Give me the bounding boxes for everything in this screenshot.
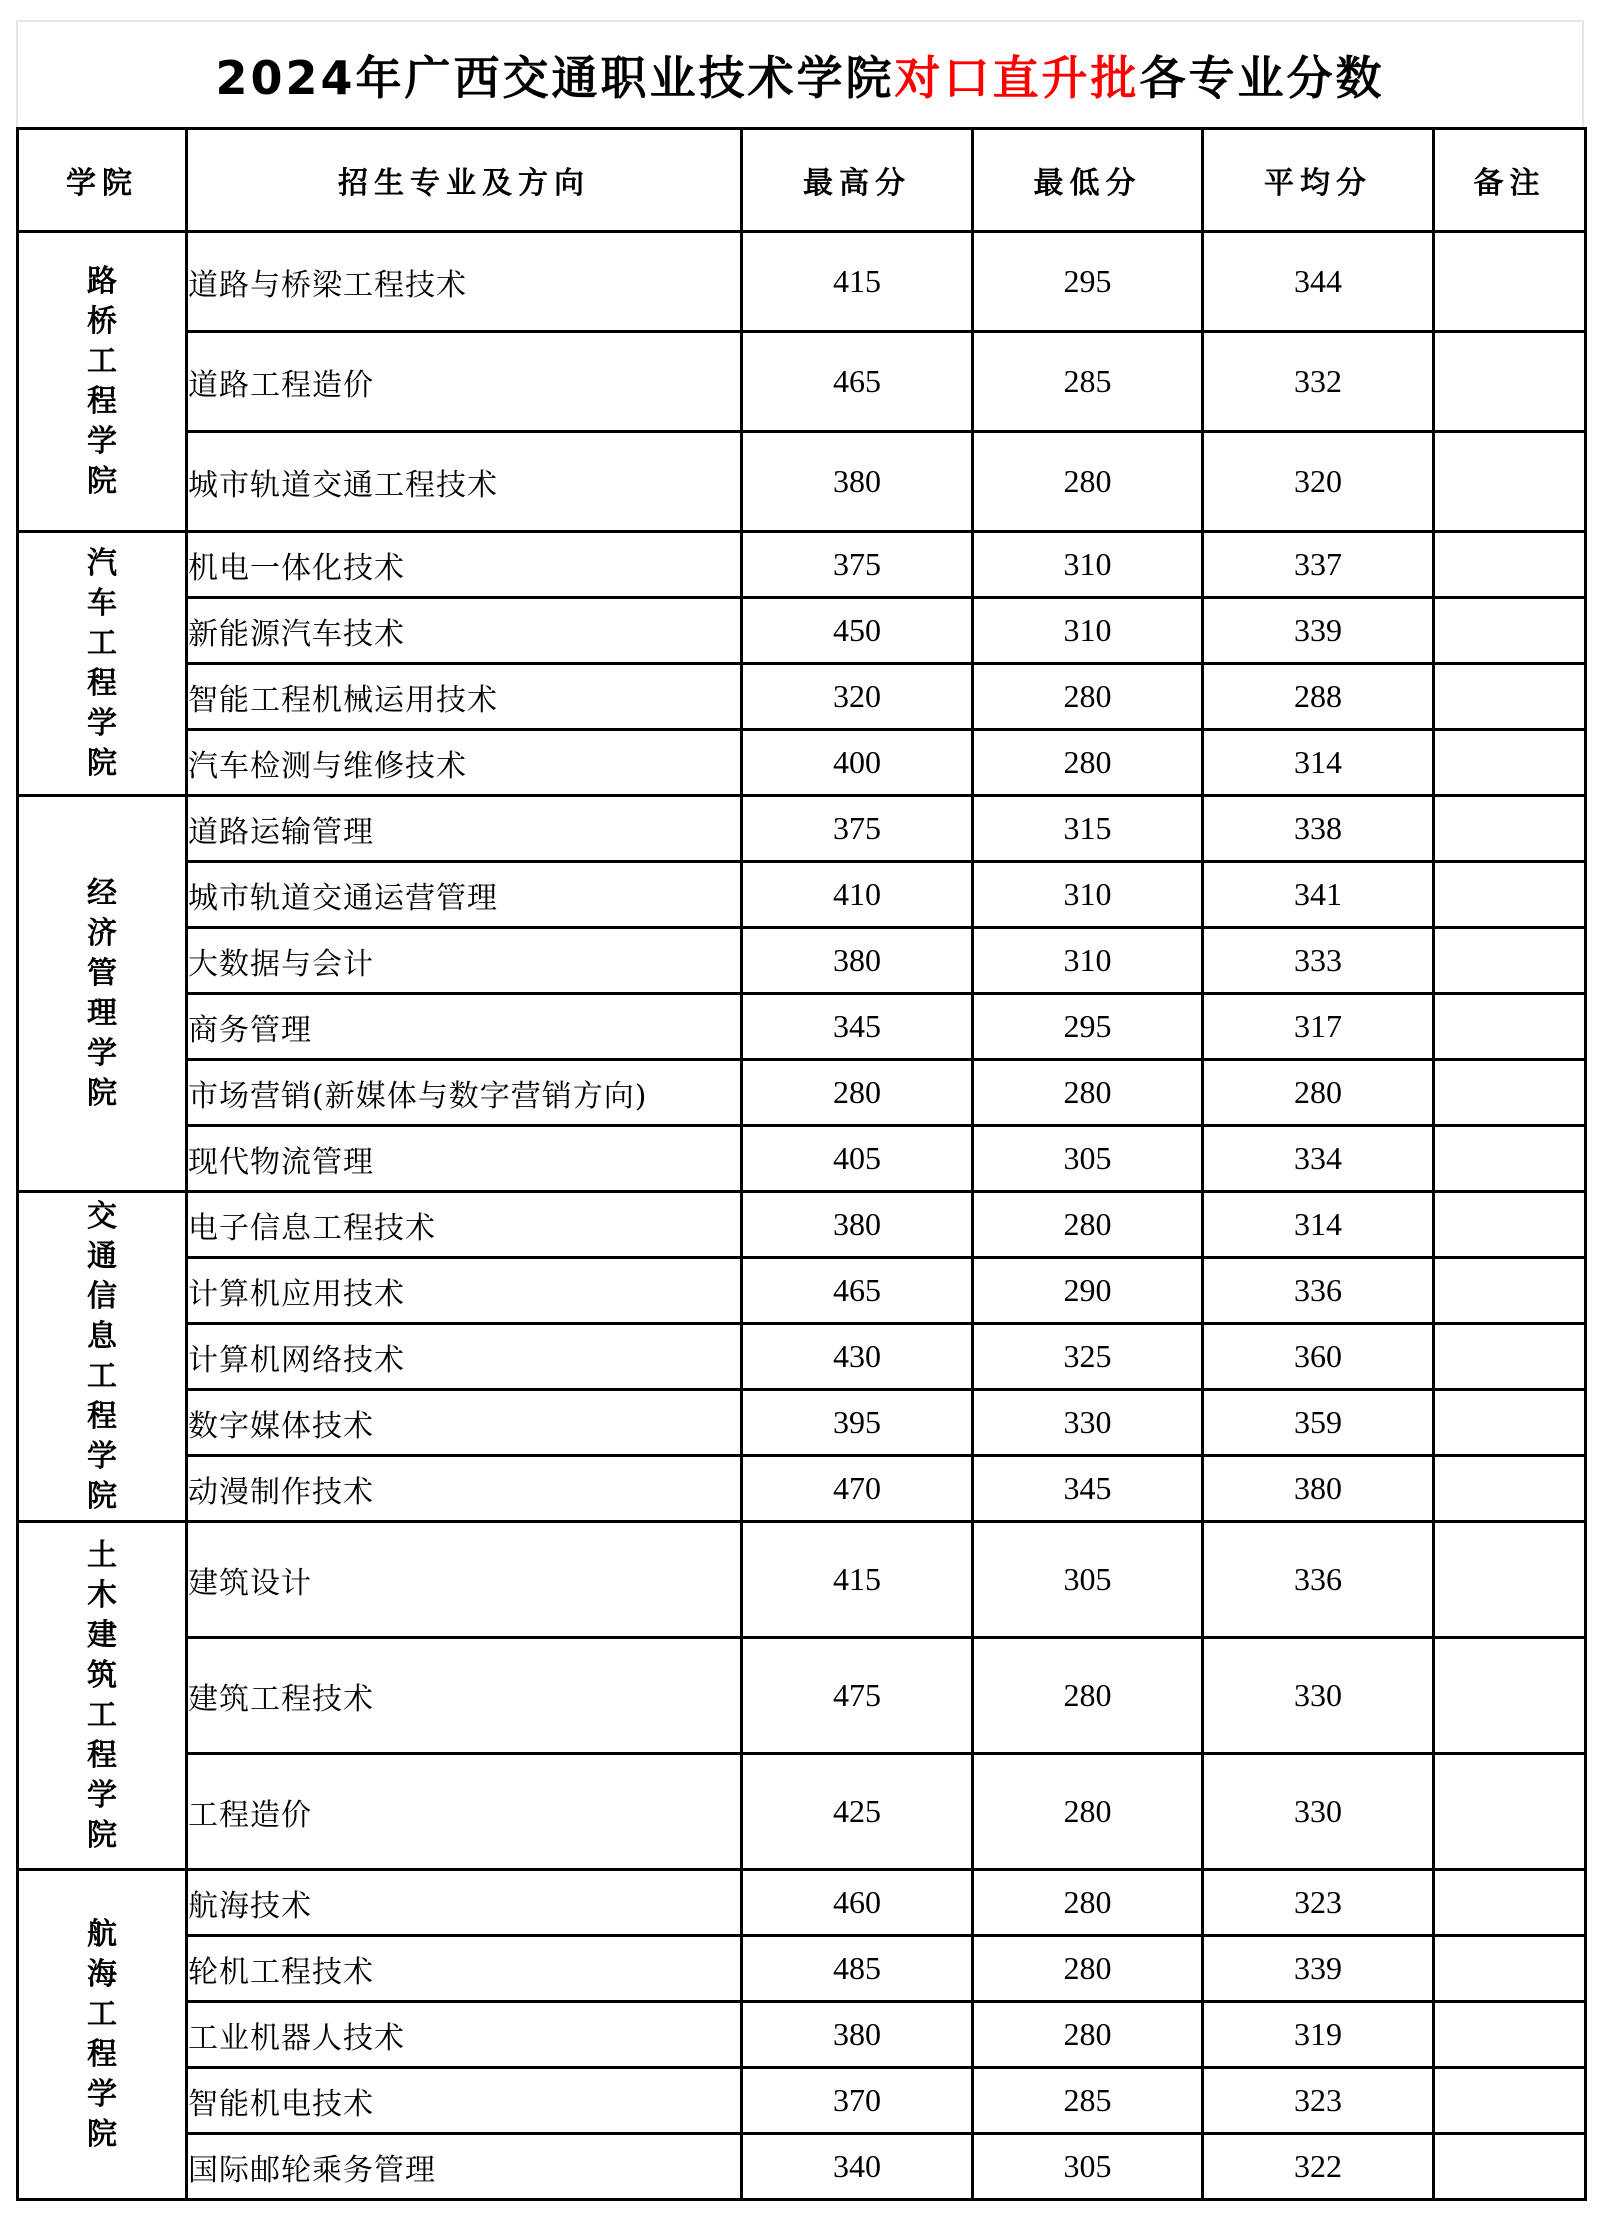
min-score: 310 <box>973 862 1203 928</box>
table-row <box>18 432 1586 532</box>
min-score: 305 <box>973 1126 1203 1192</box>
table-row <box>18 1390 1586 1456</box>
avg-score: 323 <box>1203 1870 1434 1936</box>
avg-score: 330 <box>1203 1754 1434 1870</box>
max-score: 380 <box>742 928 973 994</box>
major-name: 工业机器人技术 <box>187 2002 742 2068</box>
max-score: 470 <box>742 1456 973 1522</box>
table-row <box>18 796 1586 862</box>
min-score: 315 <box>973 796 1203 862</box>
min-score: 280 <box>973 1870 1203 1936</box>
note-cell <box>1434 1754 1586 1870</box>
major-name: 机电一体化技术 <box>187 532 742 598</box>
max-score: 465 <box>742 332 973 432</box>
table-row <box>18 2002 1586 2068</box>
table-row <box>18 862 1586 928</box>
min-score: 295 <box>973 232 1203 332</box>
table-row <box>18 1870 1586 1936</box>
major-name: 大数据与会计 <box>187 928 742 994</box>
avg-score: 320 <box>1203 432 1434 532</box>
avg-score: 333 <box>1203 928 1434 994</box>
major-name: 商务管理 <box>187 994 742 1060</box>
title-highlight: 对口直升批 <box>894 50 1140 105</box>
min-score: 280 <box>973 1060 1203 1126</box>
note-cell <box>1434 1522 1586 1638</box>
note-cell <box>1434 1870 1586 1936</box>
major-name: 电子信息工程技术 <box>187 1192 742 1258</box>
college-name: 汽车工程学院 <box>87 545 117 781</box>
table-row <box>18 1060 1586 1126</box>
note-cell <box>1434 994 1586 1060</box>
major-name: 建筑设计 <box>187 1522 742 1638</box>
note-cell <box>1434 232 1586 332</box>
avg-score: 332 <box>1203 332 1434 432</box>
avg-score: 336 <box>1203 1258 1434 1324</box>
table-row <box>18 1754 1586 1870</box>
college-name: 交通信息工程学院 <box>87 1198 117 1514</box>
major-name: 智能机电技术 <box>187 2068 742 2134</box>
college-name: 航海工程学院 <box>87 1916 117 2152</box>
college-cell <box>18 532 187 796</box>
major-name: 计算机应用技术 <box>187 1258 742 1324</box>
max-score: 405 <box>742 1126 973 1192</box>
note-cell <box>1434 2134 1586 2200</box>
major-name: 新能源汽车技术 <box>187 598 742 664</box>
table-row <box>18 928 1586 994</box>
avg-score: 317 <box>1203 994 1434 1060</box>
title-prefix: 2024年广西交通职业技术学院 <box>215 50 895 105</box>
college-name: 经济管理学院 <box>87 875 117 1111</box>
header-note: 备注 <box>1434 129 1586 232</box>
note-cell <box>1434 1936 1586 2002</box>
max-score: 460 <box>742 1870 973 1936</box>
max-score: 400 <box>742 730 973 796</box>
min-score: 310 <box>973 598 1203 664</box>
min-score: 280 <box>973 1192 1203 1258</box>
major-name: 城市轨道交通工程技术 <box>187 432 742 532</box>
major-name: 现代物流管理 <box>187 1126 742 1192</box>
college-cell <box>18 796 187 1192</box>
major-name: 汽车检测与维修技术 <box>187 730 742 796</box>
note-cell <box>1434 1126 1586 1192</box>
header-major: 招生专业及方向 <box>187 129 742 232</box>
note-cell <box>1434 1324 1586 1390</box>
avg-score: 334 <box>1203 1126 1434 1192</box>
header-row <box>18 129 1586 232</box>
max-score: 345 <box>742 994 973 1060</box>
table-row <box>18 664 1586 730</box>
major-name: 工程造价 <box>187 1754 742 1870</box>
max-score: 485 <box>742 1936 973 2002</box>
note-cell <box>1434 796 1586 862</box>
max-score: 370 <box>742 2068 973 2134</box>
max-score: 425 <box>742 1754 973 1870</box>
min-score: 305 <box>973 2134 1203 2200</box>
table-row <box>18 332 1586 432</box>
note-cell <box>1434 1390 1586 1456</box>
header-min: 最低分 <box>973 129 1203 232</box>
avg-score: 339 <box>1203 598 1434 664</box>
min-score: 280 <box>973 2002 1203 2068</box>
max-score: 415 <box>742 1522 973 1638</box>
max-score: 320 <box>742 664 973 730</box>
table-row <box>18 730 1586 796</box>
avg-score: 314 <box>1203 1192 1434 1258</box>
avg-score: 338 <box>1203 796 1434 862</box>
note-cell <box>1434 928 1586 994</box>
max-score: 380 <box>742 432 973 532</box>
avg-score: 330 <box>1203 1638 1434 1754</box>
min-score: 295 <box>973 994 1203 1060</box>
table-row <box>18 1936 1586 2002</box>
note-cell <box>1434 532 1586 598</box>
major-name: 国际邮轮乘务管理 <box>187 2134 742 2200</box>
avg-score: 322 <box>1203 2134 1434 2200</box>
college-cell <box>18 1192 187 1522</box>
college-cell <box>18 1522 187 1870</box>
header-max: 最高分 <box>742 129 973 232</box>
max-score: 450 <box>742 598 973 664</box>
major-name: 城市轨道交通运营管理 <box>187 862 742 928</box>
note-cell <box>1434 332 1586 432</box>
min-score: 280 <box>973 730 1203 796</box>
min-score: 280 <box>973 432 1203 532</box>
avg-score: 314 <box>1203 730 1434 796</box>
major-name: 建筑工程技术 <box>187 1638 742 1754</box>
avg-score: 336 <box>1203 1522 1434 1638</box>
major-name: 道路运输管理 <box>187 796 742 862</box>
avg-score: 360 <box>1203 1324 1434 1390</box>
avg-score: 288 <box>1203 664 1434 730</box>
note-cell <box>1434 1456 1586 1522</box>
avg-score: 339 <box>1203 1936 1434 2002</box>
note-cell <box>1434 730 1586 796</box>
avg-score: 344 <box>1203 232 1434 332</box>
min-score: 285 <box>973 332 1203 432</box>
major-name: 动漫制作技术 <box>187 1456 742 1522</box>
header-avg: 平均分 <box>1203 129 1434 232</box>
table-row <box>18 2134 1586 2200</box>
max-score: 280 <box>742 1060 973 1126</box>
table-row <box>18 598 1586 664</box>
table-row <box>18 1456 1586 1522</box>
major-name: 计算机网络技术 <box>187 1324 742 1390</box>
min-score: 310 <box>973 532 1203 598</box>
max-score: 430 <box>742 1324 973 1390</box>
note-cell <box>1434 1258 1586 1324</box>
min-score: 330 <box>973 1390 1203 1456</box>
table-row <box>18 1126 1586 1192</box>
note-cell <box>1434 2068 1586 2134</box>
major-name: 数字媒体技术 <box>187 1390 742 1456</box>
college-name: 土木建筑工程学院 <box>87 1537 117 1853</box>
table-row <box>18 1258 1586 1324</box>
major-name: 市场营销(新媒体与数字营销方向) <box>187 1060 742 1126</box>
table-row <box>18 1324 1586 1390</box>
table-row <box>18 232 1586 332</box>
note-cell <box>1434 862 1586 928</box>
max-score: 380 <box>742 2002 973 2068</box>
major-name: 智能工程机械运用技术 <box>187 664 742 730</box>
max-score: 410 <box>742 862 973 928</box>
avg-score: 337 <box>1203 532 1434 598</box>
note-cell <box>1434 2002 1586 2068</box>
min-score: 285 <box>973 2068 1203 2134</box>
table-row <box>18 532 1586 598</box>
table-row <box>18 1522 1586 1638</box>
table-row <box>18 1638 1586 1754</box>
note-cell <box>1434 664 1586 730</box>
major-name: 轮机工程技术 <box>187 1936 742 2002</box>
note-cell <box>1434 1060 1586 1126</box>
max-score: 395 <box>742 1390 973 1456</box>
avg-score: 341 <box>1203 862 1434 928</box>
min-score: 325 <box>973 1324 1203 1390</box>
table-row <box>18 2068 1586 2134</box>
min-score: 280 <box>973 1638 1203 1754</box>
avg-score: 359 <box>1203 1390 1434 1456</box>
max-score: 380 <box>742 1192 973 1258</box>
min-score: 345 <box>973 1456 1203 1522</box>
note-cell <box>1434 1192 1586 1258</box>
max-score: 475 <box>742 1638 973 1754</box>
major-name: 道路工程造价 <box>187 332 742 432</box>
min-score: 290 <box>973 1258 1203 1324</box>
max-score: 375 <box>742 532 973 598</box>
avg-score: 323 <box>1203 2068 1434 2134</box>
avg-score: 280 <box>1203 1060 1434 1126</box>
major-name: 道路与桥梁工程技术 <box>187 232 742 332</box>
college-cell <box>18 232 187 532</box>
score-table <box>16 127 1587 2201</box>
page-title <box>16 20 1584 127</box>
note-cell <box>1434 432 1586 532</box>
title-suffix: 各专业分数 <box>1139 50 1385 105</box>
major-name: 航海技术 <box>187 1870 742 1936</box>
max-score: 415 <box>742 232 973 332</box>
table-row <box>18 994 1586 1060</box>
college-cell <box>18 1870 187 2200</box>
max-score: 465 <box>742 1258 973 1324</box>
min-score: 280 <box>973 664 1203 730</box>
max-score: 375 <box>742 796 973 862</box>
table-body <box>18 232 1586 2200</box>
min-score: 280 <box>973 1754 1203 1870</box>
max-score: 340 <box>742 2134 973 2200</box>
min-score: 280 <box>973 1936 1203 2002</box>
min-score: 310 <box>973 928 1203 994</box>
avg-score: 380 <box>1203 1456 1434 1522</box>
table-row <box>18 1192 1586 1258</box>
avg-score: 319 <box>1203 2002 1434 2068</box>
college-name: 路桥工程学院 <box>87 263 117 499</box>
note-cell <box>1434 1638 1586 1754</box>
header-college: 学院 <box>18 129 187 232</box>
min-score: 305 <box>973 1522 1203 1638</box>
note-cell <box>1434 598 1586 664</box>
